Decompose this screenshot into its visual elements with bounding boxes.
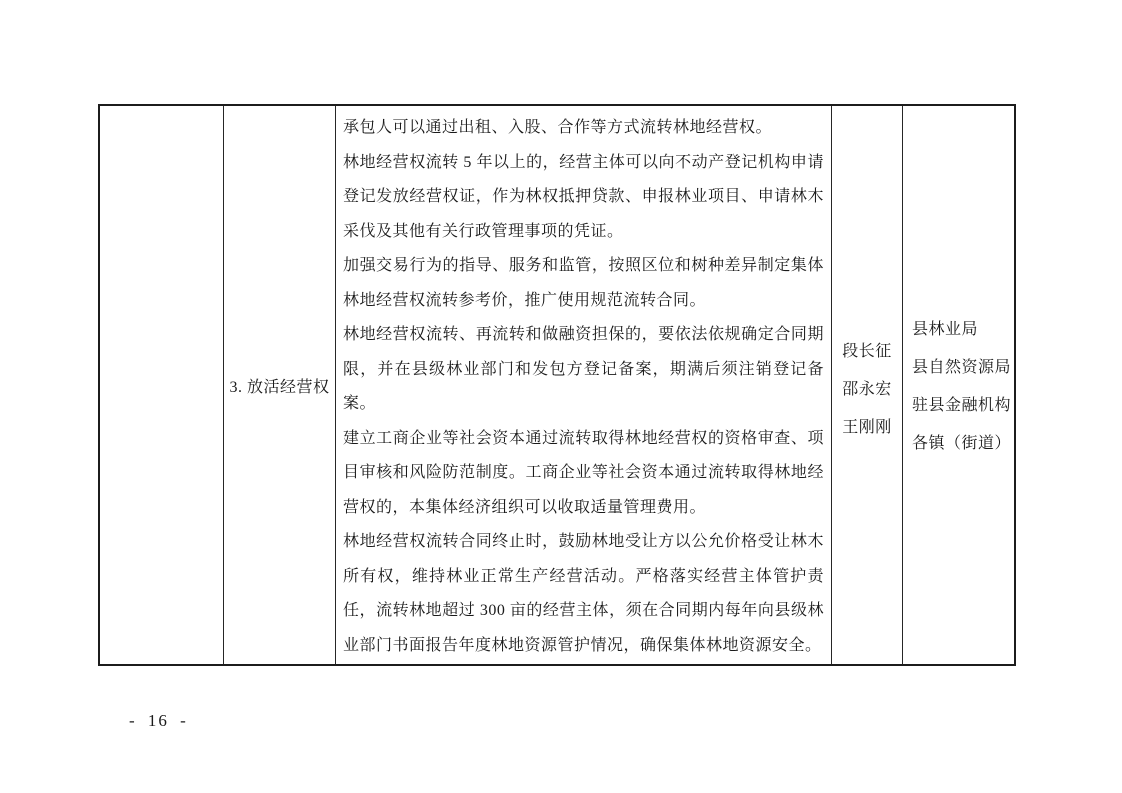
table-cell-measures [336,106,832,664]
responsible-unit: 驻县金融机构 [912,397,1012,414]
task-name-label: 3. 放活经营权 [229,378,330,396]
table-cell-blank [100,106,224,664]
measure-paragraph: 林地经营权流转、再流转和做融资担保的，要依法依规确定合同期限，并在县级林业部门和发包方登记备案，期满后须注销登记备案。 [343,326,824,412]
responsible-unit: 县林业局 [912,321,979,338]
responsible-person: 段长征 [842,343,892,360]
responsible-person: 邵永宏 [842,381,892,398]
table-cell-responsible-units [903,106,1014,664]
responsible-unit: 各镇（街道） [912,435,1012,452]
responsible-unit: 县自然资源局 [912,359,1012,376]
page-number: - 16 - [129,711,188,730]
measure-paragraph: 建立工商企业等社会资本通过流转取得林地经营权的资格审查、项目审核和风险防范制度。工商企业等社会资本通过流转取得林地经营权的，本集体经济组织可以收取适量管理费用。 [343,429,824,516]
table-cell-responsible-persons [832,106,903,664]
measure-paragraph: 林地经营权流转 5 年以上的，经营主体可以向不动产登记机构申请登记发放经营权证，作为林权抵押贷款、申报林业项目、申请林木采伐及其他有关行政管理事项的凭证。 [343,153,824,240]
responsible-person: 王刚刚 [842,419,892,436]
policy-table [98,104,1016,666]
measure-paragraph: 林地经营权流转合同终止时，鼓励林地受让方以公允价格受让林木所有权，维持林业正常生产经营活动。严格落实经营主体管护责任，流转林地超过 300 亩的经营主体，须在合同期内每年向县级林业部门书面报告年度林地资源管护情况，确保集体林地资源安全。 [343,533,824,654]
measure-paragraph: 承包人可以通过出租、入股、合作等方式流转林地经营权。 [343,119,773,136]
table-cell-task-name [224,106,336,664]
measure-paragraph: 加强交易行为的指导、服务和监管，按照区位和树种差异制定集体林地经营权流转参考价，推广使用规范流转合同。 [343,257,824,309]
